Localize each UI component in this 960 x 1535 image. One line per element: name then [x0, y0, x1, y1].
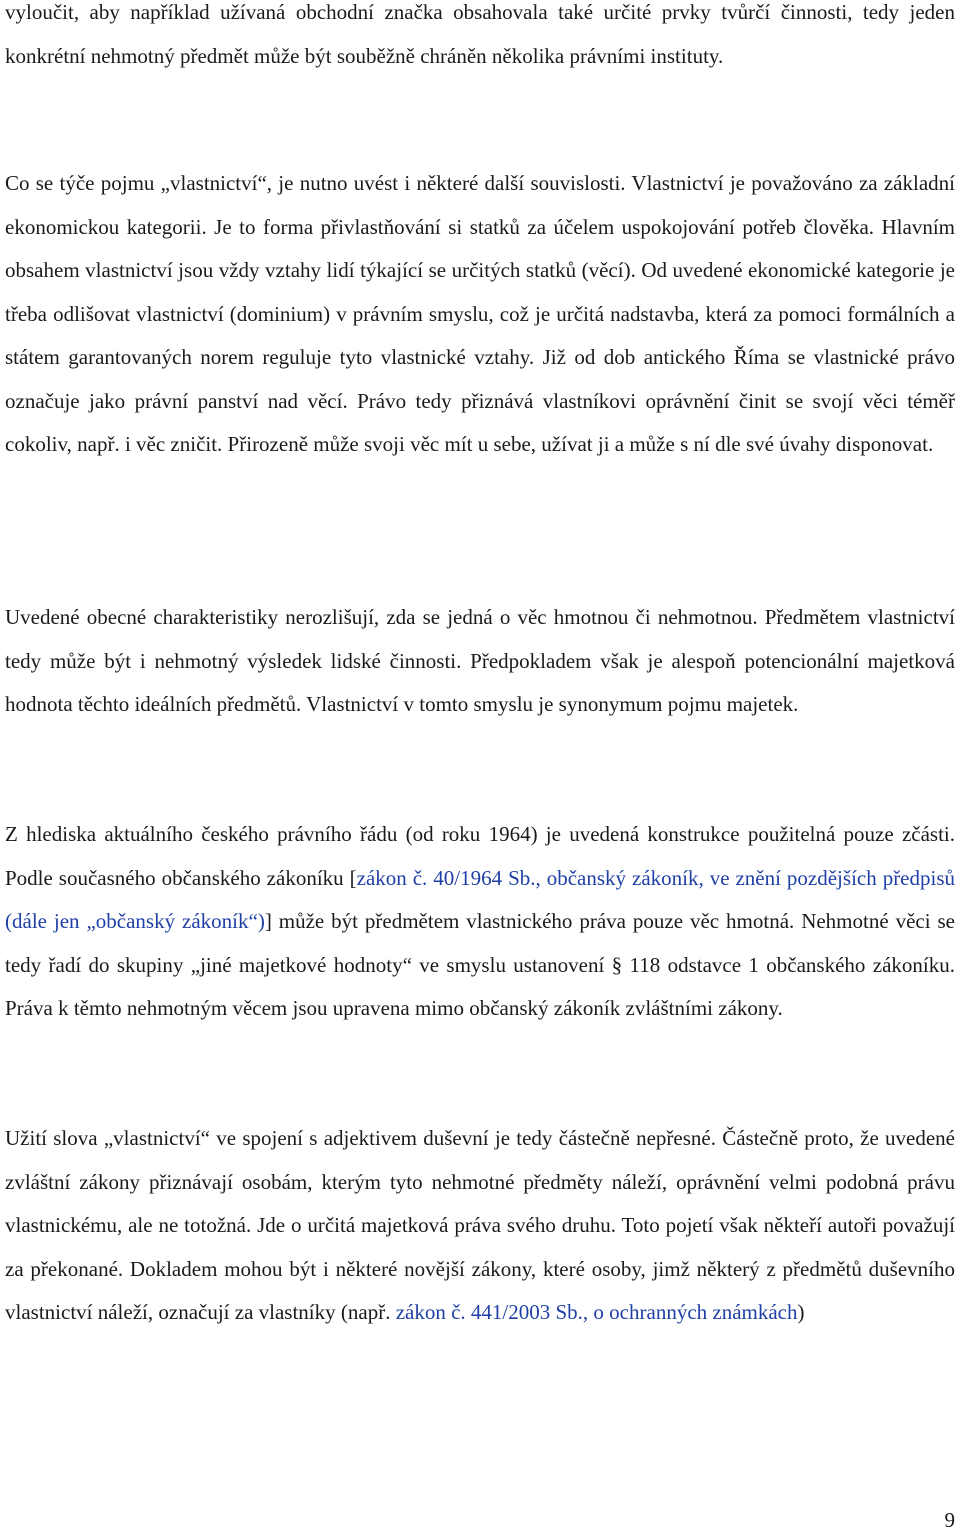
civil-code-link[interactable]: zákon č. 40/1964 Sb., občanský zákoník, ve znění pozdějších předpisů (dále jen „občanský zákoník“): [5, 865, 956, 933]
page-number: 9: [944, 1508, 955, 1532]
paragraph-4-text-before: Z hlediska aktuálního českého právního řádu (od roku 1964) je uvedená konstrukce použitelná pouze zčásti. Podle současného občanského zákoníku [: [5, 822, 955, 890]
paragraph-4: [5, 813, 955, 1031]
paragraph-5-text-after: ): [797, 1300, 805, 1324]
paragraph-5: [5, 1117, 955, 1335]
paragraph-1: vyloučit, aby například užívaná obchodní značka obsahovala také určité prvky tvůrčí činnosti, tedy jeden konkrétní nehmotný předmět může být souběžně chráněn několika právními instituty.: [5, 0, 955, 68]
paragraph-5-text-before: Užití slova „vlastnictví“ ve spojení s adjektivem duševní je tedy částečně nepřesné. Částečně proto, že uvedené zvláštní zákony přiznávají osobám, kterým tyto nehmotné předměty náleží, oprávnění velmi podobná právu vlastnickému, ale ne totožná. Jde o určitá majetková práva svého druhu. Toto pojetí však někteří autoři považují za překonané. Dokladem mohou být i některé novější zákony, které osoby, jimž některý z předmětů duševního vlastnictví náleží, označují za vlastníky (např.: [5, 1126, 955, 1324]
trademark-act-link[interactable]: zákon č. 441/2003 Sb., o ochranných známkách: [395, 1300, 798, 1324]
paragraph-3: Uvedené obecné charakteristiky nerozlišují, zda se jedná o věc hmotnou či nehmotnou. Předmětem vlastnictví tedy může být i nehmotný výsledek lidské činnosti. Předpokladem však je alespoň potencionální majetková hodnota těchto ideálních předmětů. Vlastnictví v tomto smyslu je synonymum pojmu majetek.: [5, 605, 955, 716]
paragraph-4-text-after: ] může být předmětem vlastnického práva pouze věc hmotná. Nehmotné věci se tedy řadí do skupiny „jiné majetkové hodnoty“ ve smyslu ustanovení § 118 odstavce 1 občanského zákoníku. Práva k těmto nehmotným věcem jsou upravena mimo občanský zákoník zvláštními zákony.: [5, 909, 955, 1020]
paragraph-2: Co se týče pojmu „vlastnictví“, je nutno uvést i některé další souvislosti. Vlastnictví je považováno za základní ekonomickou kategorii. Je to forma přivlastňování si statků za účelem uspokojování potřeb člověka. Hlavním obsahem vlastnictví jsou vždy vztahy lidí týkající se určitých statků (věcí). Od uvedené ekonomické kategorie je třeba odlišovat vlastnictví (dominium) v právním smyslu, což je určitá nadstavba, která za pomoci formálních a státem garantovaných norem reguluje tyto vlastnické vztahy. Již od dob antického Říma se vlastnické právo označuje jako právní panství nad věcí. Právo tedy přiznává vlastníkovi oprávnění činit se svojí věci téměř cokoliv, např. i věc zničit. Přirozeně může svoji věc mít u sebe, užívat ji a může s ní dle své úvahy disponovat.: [5, 171, 955, 456]
